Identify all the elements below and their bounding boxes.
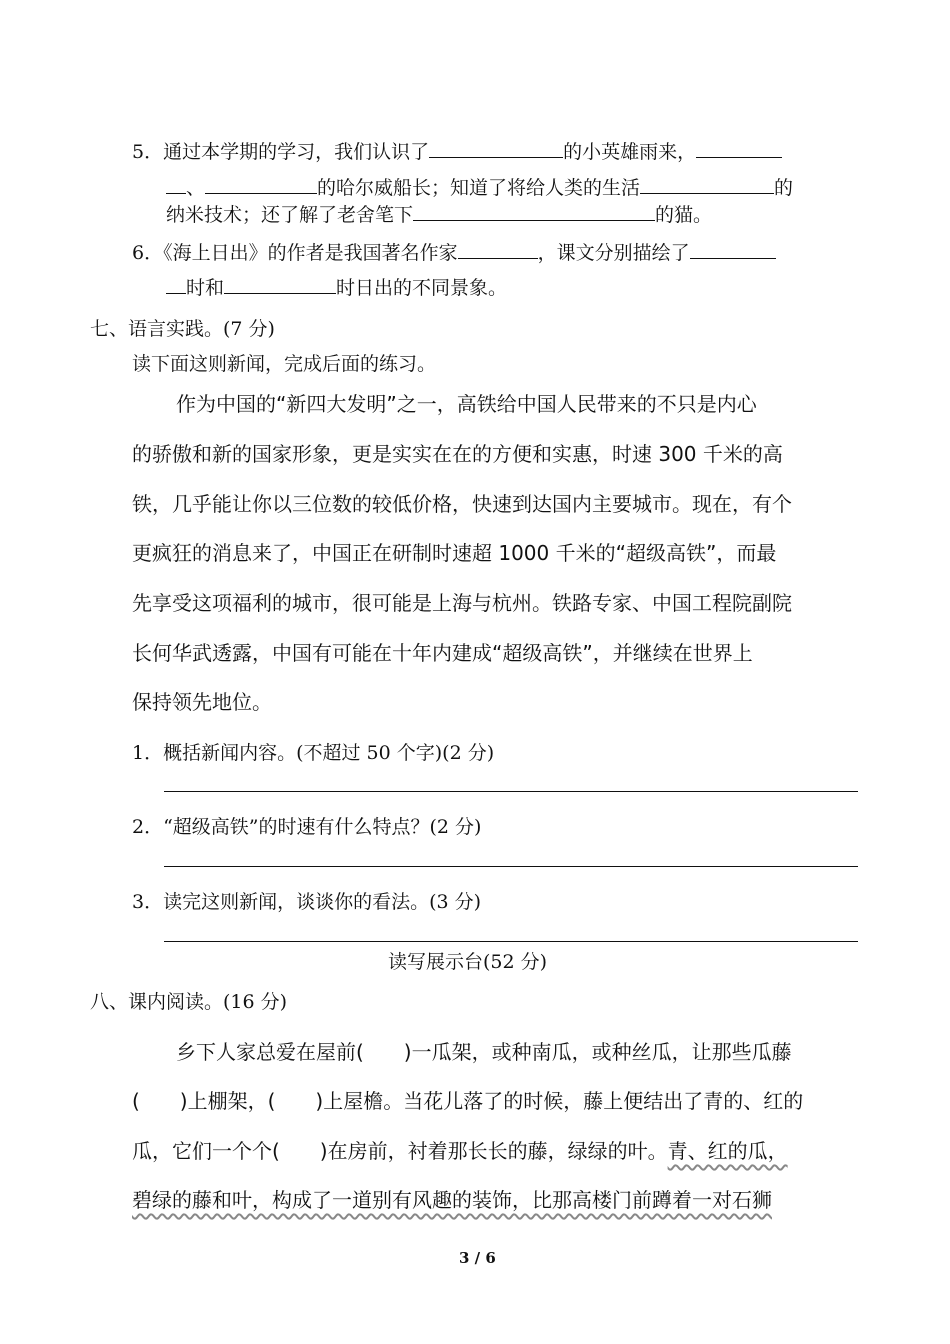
news-line-1: 作为中国的“新四大发明”之一，高铁给中国人民带来的不只是内心: [176, 392, 757, 416]
reading-line-1: 乡下人家总爱在屋前( )一瓜架，或种南瓜，或种丝瓜，让那些瓜藤: [176, 1040, 792, 1064]
answer-line-3[interactable]: [164, 941, 858, 942]
reading-line-3-text: 瓜，它们一个个( )在房前，衬着那长长的藤，绿绿的叶。: [132, 1139, 668, 1163]
answer-line-2[interactable]: [164, 866, 858, 867]
q6-text-2: ，课文分别描绘了: [537, 242, 690, 264]
section7-question-3: [132, 887, 481, 914]
news-line-6: 长何华武透露，中国有可能在十年内建成“超级高铁”，并继续在世界上: [132, 641, 753, 665]
q5-blank-2a[interactable]: [696, 156, 782, 158]
q5-blank-4[interactable]: [640, 192, 774, 194]
q5-text-3: 、: [186, 177, 206, 199]
q5-text-2: 的小英雄雨来，: [563, 141, 697, 163]
question-number: 1．: [132, 742, 164, 764]
reading-line-3: [132, 1135, 788, 1164]
news-line-4: 更疯狂的消息来了，中国正在研制时速超 1000 千米的“超级高铁”，而最: [132, 541, 777, 565]
section-subtitle: 读写展示台(52 分): [388, 951, 548, 973]
section8-heading: 八、课内阅读。(16 分): [90, 991, 288, 1013]
q6-blank-3[interactable]: [224, 292, 336, 294]
news-line-3: 铁，几乎能让你以三位数的较低价格，快速到达国内主要城市。现在，有个: [132, 492, 792, 516]
question-text: 读完这则新闻，谈谈你的看法。(3 分): [163, 891, 482, 913]
question-text: 概括新闻内容。(不超过 50 个字)(2 分): [163, 742, 495, 764]
q6-blank-1[interactable]: [458, 257, 538, 259]
section7-question-1: [132, 738, 494, 765]
question-text: “超级高铁”的时速有什么特点？(2 分): [163, 816, 482, 838]
q6-text-4: 时日出的不同景象。: [336, 277, 508, 299]
reading-line-3-wavy-text: 青、红的瓜，: [667, 1139, 788, 1163]
q5-line2: [166, 173, 793, 200]
q6-line1: [132, 238, 776, 265]
section7-heading: 七、语言实践。(7 分): [90, 318, 275, 340]
page-number: 3 / 6: [459, 1249, 496, 1267]
q5-blank-5[interactable]: [413, 219, 655, 221]
q5-number: 5．: [132, 141, 164, 163]
q6-blank-2a[interactable]: [690, 257, 776, 259]
reading-line-2: ( )上棚架，( )上屋檐。当花儿落了的时候，藤上便结出了青的、红的: [132, 1089, 804, 1113]
q5-blank-3[interactable]: [205, 192, 317, 194]
q6-number: 6．: [132, 242, 164, 264]
news-line-5: 先享受这项福利的城市，很可能是上海与杭州。铁路专家、中国工程院副院: [132, 591, 792, 615]
news-line-2: 的骄傲和新的国家形象，更是实实在在的方便和实惠，时速 300 千米的高: [132, 442, 783, 466]
q5-line3: [166, 200, 712, 227]
q6-text-1: 《海上日出》的作者是我国著名作家: [163, 242, 458, 264]
q5-text-5: 的: [774, 177, 794, 199]
q5-line1: [132, 137, 782, 164]
q5-text-1: 通过本学期的学习，我们认识了: [163, 141, 430, 163]
q6-blank-2b[interactable]: [166, 292, 186, 294]
reading-line-4: 碧绿的藤和叶，构成了一道别有风趣的装饰，比那高楼门前蹲着一对石狮: [132, 1188, 772, 1212]
question-number: 3．: [132, 891, 164, 913]
q5-text-6: 纳米技术；还了解了老舍笔下: [166, 204, 414, 226]
question-number: 2．: [132, 816, 164, 838]
q5-blank-1[interactable]: [429, 156, 563, 158]
q6-text-3: 时和: [186, 277, 225, 299]
section7-question-2: [132, 812, 481, 839]
q5-text-7: 的猫。: [655, 204, 713, 226]
q5-text-4: 的哈尔威船长；知道了将给人类的生活: [317, 177, 641, 199]
answer-line-1[interactable]: [164, 791, 858, 792]
q5-blank-2b[interactable]: [166, 192, 186, 194]
q6-line2: [166, 273, 507, 300]
news-line-7: 保持领先地位。: [132, 690, 272, 714]
section7-intro: 读下面这则新闻，完成后面的练习。: [132, 353, 437, 375]
